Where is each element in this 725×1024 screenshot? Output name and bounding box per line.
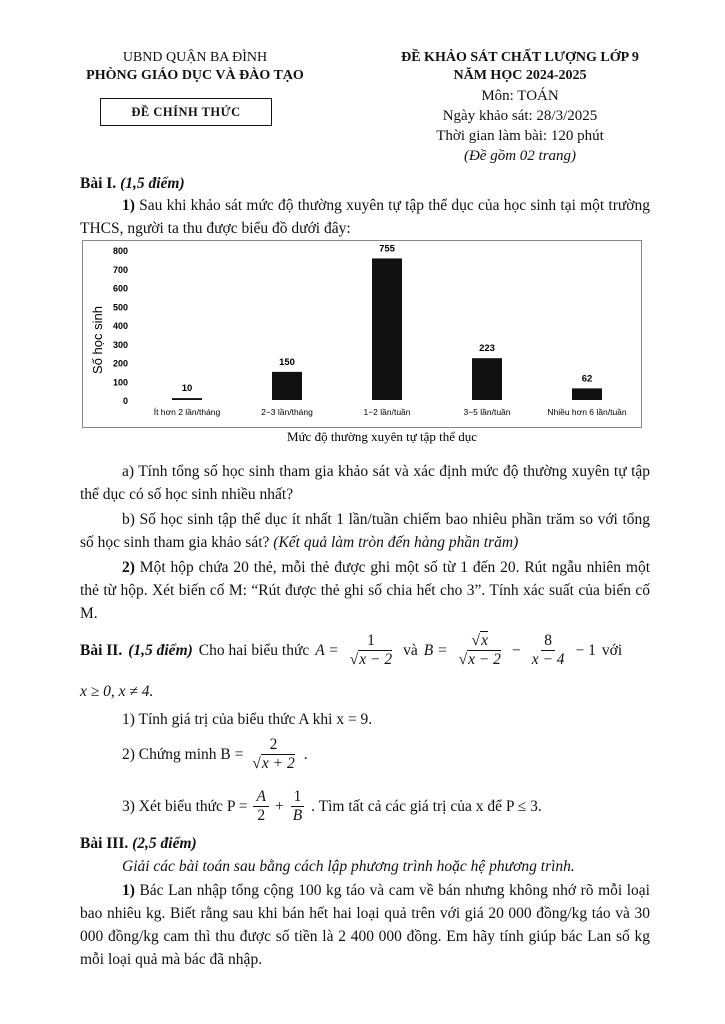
bai2-q2-den: √x + 2: [252, 755, 295, 772]
bai2-q3-frac2-num: 1: [291, 788, 305, 807]
bai2-q3-frac2: [290, 788, 305, 825]
exercise-bar-chart: [82, 240, 642, 455]
bai1-heading: [80, 172, 650, 195]
expr-a-fraction: [347, 632, 395, 669]
chart-xlabel: Mức độ thường xuyên tự tập thể dục: [286, 429, 478, 444]
chart-ylabel: Số học sinh: [90, 306, 105, 374]
bai2-intro: [80, 632, 650, 669]
bai1-q1-num: 1): [122, 197, 135, 214]
and-word: và: [403, 641, 418, 659]
bai2-intro-text: Cho hai biểu thức: [198, 641, 310, 659]
bar: [372, 258, 402, 400]
y-tick-label: 0: [122, 396, 128, 406]
bar-data-label: 150: [279, 356, 295, 368]
exam-date: Ngày khảo sát: 28/3/2025: [442, 108, 598, 124]
category-label: 1−2 lần/tuần: [363, 407, 411, 417]
bai2-q2-num: 2: [267, 736, 281, 755]
category-label: Ít hơn 2 lần/tháng: [153, 407, 221, 417]
expr-a-num: 1: [364, 632, 378, 651]
bar: [172, 398, 202, 400]
y-tick-label: 500: [112, 302, 128, 313]
expr-b-frac2-den: x − 4: [531, 651, 565, 668]
bai2-q3-frac2-den: B: [292, 807, 303, 824]
bar: [272, 372, 302, 400]
district-name: UBND QUẬN BA ĐÌNH: [122, 50, 268, 65]
bai2-q3-frac1-den: 2: [257, 807, 266, 824]
with-word: với: [601, 641, 623, 659]
expr-b-frac2-num: 8: [541, 632, 555, 651]
bai1-points: (1,5 điểm): [120, 175, 185, 192]
expr-b-frac1: [456, 632, 504, 669]
bai3-title: Bài III.: [80, 835, 129, 852]
bar-data-label: 223: [479, 343, 495, 355]
bai1-qb-note: (Kết quả làm tròn đến hàng phần trăm): [273, 534, 519, 551]
y-tick-label: 800: [112, 246, 128, 256]
bai2-q2-den-radicand: x + 2: [261, 755, 295, 772]
expr-b-tail: − 1: [575, 641, 596, 659]
bai1-q2-num: 2): [122, 559, 135, 576]
category-label: 3−5 lần/tuần: [463, 407, 511, 417]
y-tick-label: 300: [112, 339, 128, 350]
y-tick-label: 600: [112, 283, 128, 294]
exam-title: ĐỀ KHẢO SÁT CHẤT LƯỢNG LỚP 9: [401, 50, 639, 65]
expr-b-minus: −: [511, 641, 521, 659]
y-tick-label: 100: [112, 377, 128, 388]
bai2-q3-plus: +: [274, 797, 284, 815]
category-label: 2−3 lần/tháng: [261, 407, 313, 417]
bar: [572, 388, 602, 400]
expr-b-frac1-num-radicand: x: [481, 632, 488, 649]
exam-duration: Thời gian làm bài: 120 phút: [436, 128, 604, 144]
bai3-instruction: Giải các bài toán sau bằng cách lập phương trình hoặc hệ phương trình.: [122, 858, 575, 875]
chart-frame: [83, 241, 642, 428]
expr-a-den: √x − 2: [349, 651, 393, 668]
bar-data-label: 755: [379, 243, 395, 255]
page-count: (Đề gồm 02 trang): [463, 148, 577, 164]
bai2-q2: [122, 736, 308, 773]
y-tick-label: 700: [112, 264, 128, 275]
bai2-q3-post: . Tìm tất cả các giá trị của x để P ≤ 3.: [311, 797, 542, 815]
bai2-title: Bài II.: [80, 641, 123, 659]
bai2-condition: x ≥ 0, x ≠ 4.: [80, 683, 154, 700]
bai2-q3: [122, 788, 542, 825]
bar-data-label: 10: [181, 383, 193, 395]
bai3-q1: [80, 879, 650, 971]
bai3-heading: [80, 832, 650, 855]
bai2-q3-frac1: [253, 788, 268, 825]
bai1-q2-text: Một hộp chứa 20 thẻ, mỗi thẻ được ghi một số từ 1 đến 20. Rút ngẫu nhiên một thẻ từ hộp. Xét biến cố M: “Rút được thẻ ghi số chia hết cho 3”. Tính xác suất của biến cố M.: [80, 559, 651, 622]
expr-a-den-radicand: x − 2: [359, 651, 393, 668]
bai2-q3-frac1-num: A: [253, 788, 268, 807]
bai1-qa: a) Tính tổng số học sinh tham gia khảo sát và xác định mức độ thường xuyên tự tập thể dục có số học sinh nhiều nhất?: [80, 463, 650, 503]
expr-b-lhs: B =: [423, 641, 448, 659]
bai1-q2: [80, 556, 650, 625]
bai1-qb: [80, 508, 650, 554]
official-exam-box: ĐỀ CHÍNH THỨC: [100, 98, 272, 126]
bar: [472, 358, 502, 400]
bai1-q1-text: Sau khi khảo sát mức độ thường xuyên tự tập thể dục của học sinh tại một trường THCS, người ta thu được biểu đồ dưới đây:: [80, 197, 650, 237]
bai2-points: (1,5 điểm): [128, 641, 193, 659]
bai2-q2-end: .: [303, 745, 308, 763]
bai1-qb-text: b) Số học sinh tập thể dục ít nhất 1 lần/tuần chiếm bao nhiêu phần trăm so với tổng số học sinh tham gia khảo sát?: [80, 511, 650, 551]
bai3-q1-num: 1): [122, 882, 135, 899]
bai3-points: (2,5 điểm): [132, 835, 197, 852]
y-tick-label: 200: [112, 358, 128, 369]
expr-b-frac2: [529, 632, 568, 669]
bai2-q2-fraction: [249, 736, 297, 773]
bai3-q1-text: Bác Lan nhập tổng cộng 100 kg táo và cam về bán nhưng không nhớ rõ mỗi loại bao nhiêu kg. Biết rằng sau khi bán hết hai loại quả trên với giá 20 000 đồng/kg táo và 30 000 đồng/kg cam thì thu được số tiền là 2 400 000 đồng. Em hãy tính giúp bác Lan số kg mỗi loại quả mà bác đã nhập.: [80, 882, 650, 968]
bai1-q1: [80, 194, 650, 240]
expr-b-frac1-den: √x − 2: [458, 651, 501, 668]
bai2-q1: 1) Tính giá trị của biểu thức A khi x = 9.: [122, 711, 373, 728]
expr-b-frac1-den-radicand: x − 2: [468, 651, 501, 668]
expr-a-lhs: A =: [315, 641, 339, 659]
y-tick-label: 400: [112, 321, 128, 331]
expr-b-frac1-num: √x: [469, 632, 491, 651]
bai1-title: Bài I.: [80, 175, 117, 192]
subject: Môn: TOÁN: [481, 88, 559, 104]
category-label: Nhiều hơn 6 lần/tuần: [547, 407, 627, 417]
bai2-q2-pre: 2) Chứng minh B =: [122, 745, 244, 763]
school-year: NĂM HỌC 2024-2025: [453, 68, 587, 83]
bai2-q3-pre: 3) Xét biểu thức P =: [122, 797, 248, 815]
bar-data-label: 62: [581, 373, 593, 385]
department-name: PHÒNG GIÁO DỤC VÀ ĐÀO TẠO: [86, 68, 304, 83]
